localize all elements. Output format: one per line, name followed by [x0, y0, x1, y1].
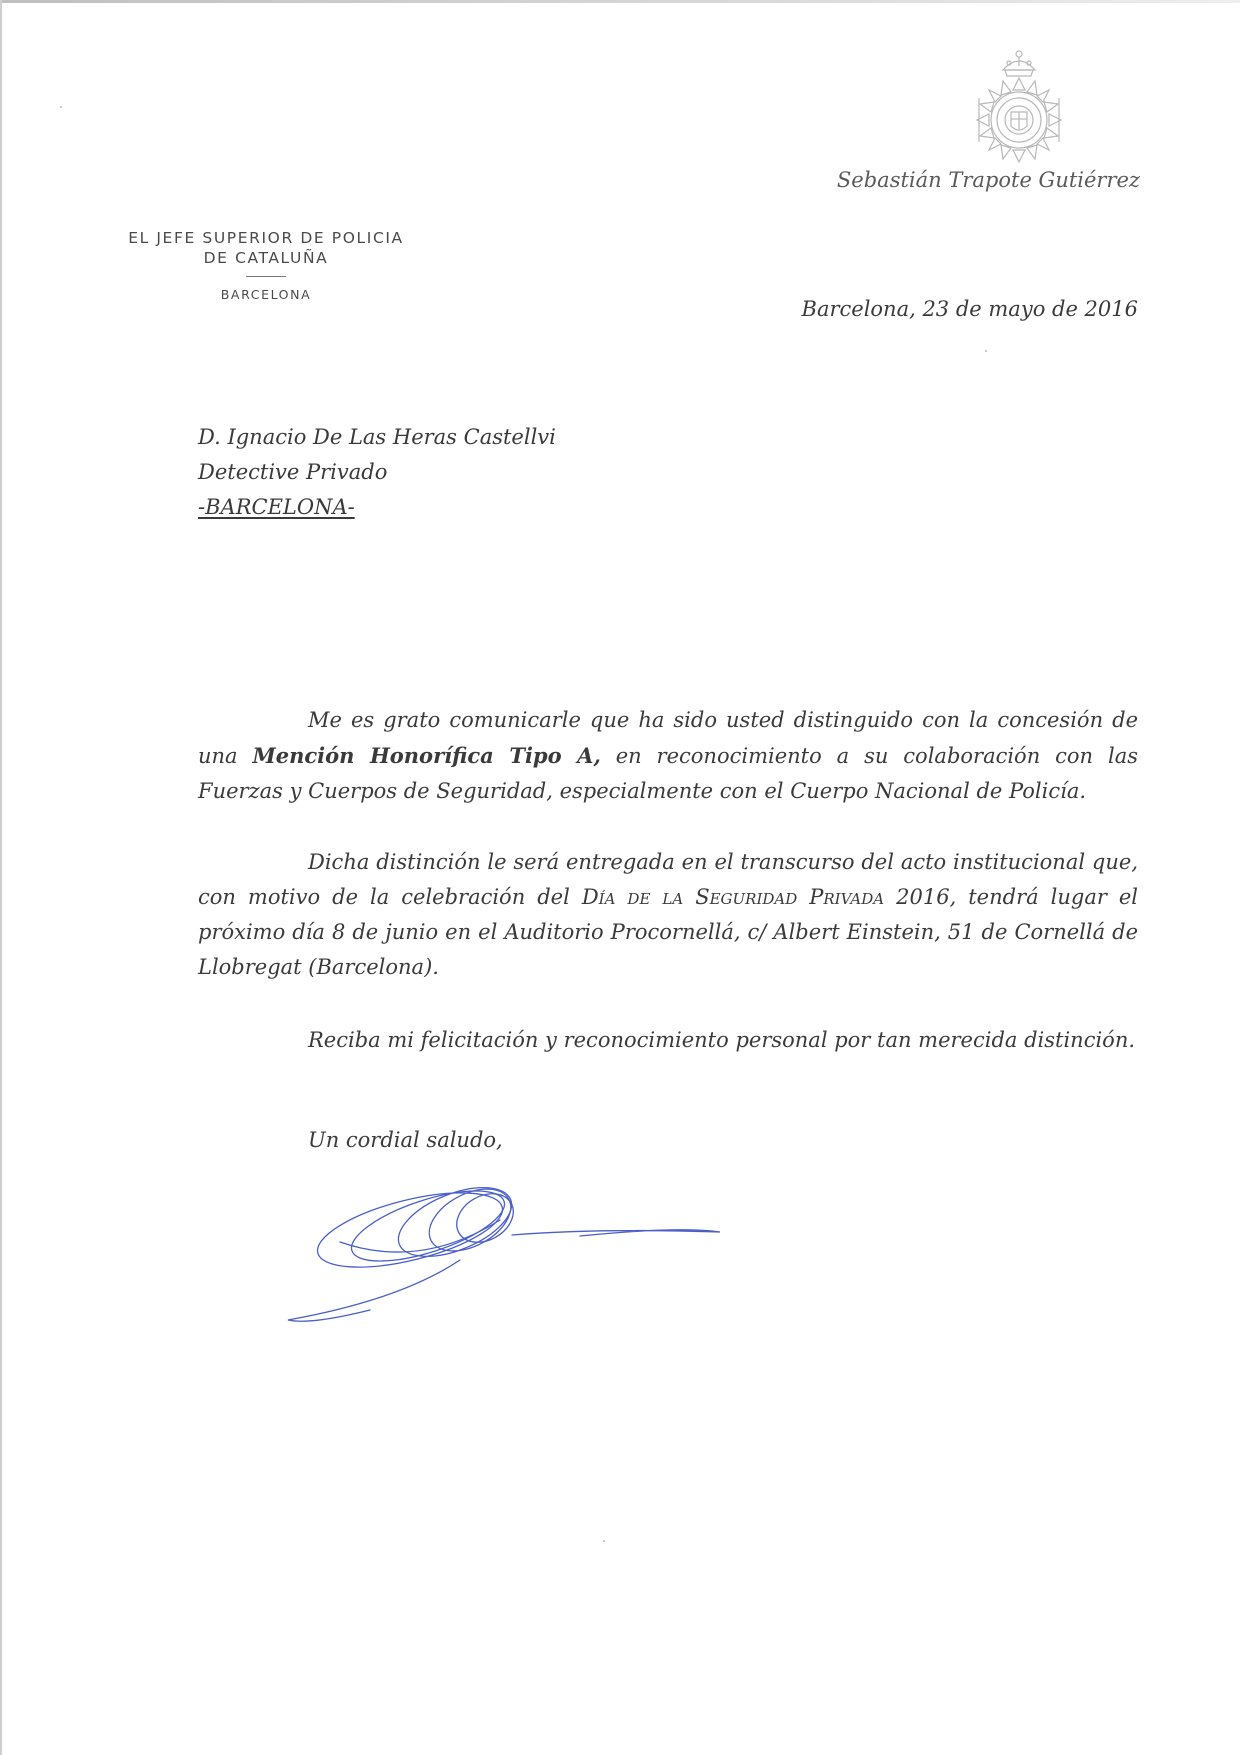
- body-paragraph-1: [198, 703, 1138, 809]
- signature-icon: [280, 1160, 730, 1330]
- p3-text: Reciba mi felicitación y reconocimiento personal por tan merecida distinción.: [308, 1028, 1136, 1052]
- p2-text-b: , tendrá lugar el próximo día 8 de junio en el Auditorio Procornellá, c/ Albert Einstein, 51 de Cornellá de Llobregat (Barcelona).: [198, 885, 1139, 979]
- recipient-title: Detective Privado: [198, 460, 388, 484]
- scan-speck: [603, 1540, 605, 1542]
- p1-text-b: en reconocimiento a su colaboración con las Fuerzas y Cuerpos de Seguridad, especialmente con el Cuerpo Nacional de Policía.: [198, 744, 1138, 803]
- page-edge-top: [0, 0, 1240, 3]
- closing-salutation: Un cordial saludo,: [308, 1128, 503, 1152]
- sender-name: Sebastián Trapote Gutiérrez: [836, 168, 1140, 192]
- p1-text-a: Me es grato comunicarle que ha sido usted distinguido con la concesión de una: [198, 708, 1138, 768]
- police-emblem-icon: [975, 48, 1063, 163]
- scan-speck: [60, 106, 62, 108]
- p2-text-a: Dicha distinción le será entregada en el transcurso del acto institucional que, con motivo de la celebración del: [198, 850, 1138, 909]
- office-city: BARCELONA: [220, 287, 312, 302]
- p1-bold-text: Mención Honorífica Tipo A,: [252, 743, 601, 768]
- body-paragraph-3: [198, 1023, 1138, 1058]
- office-title-line1: EL JEFE SUPERIOR DE POLICIA: [128, 229, 404, 247]
- office-letterhead: [100, 228, 432, 302]
- recipient-city: -BARCELONA-: [198, 495, 355, 519]
- body-paragraph-2: [198, 845, 1138, 985]
- letter-date: Barcelona, 23 de mayo de 2016: [801, 297, 1138, 321]
- office-divider: [246, 276, 286, 277]
- p2-event-name: Día de la Seguridad Privada 2016: [581, 885, 950, 909]
- recipient-block: [198, 420, 556, 525]
- scan-speck: [985, 350, 987, 352]
- recipient-name: D. Ignacio De Las Heras Castellvi: [198, 425, 556, 449]
- page-edge-left: [0, 0, 2, 1755]
- office-title-line2: DE CATALUÑA: [203, 249, 329, 267]
